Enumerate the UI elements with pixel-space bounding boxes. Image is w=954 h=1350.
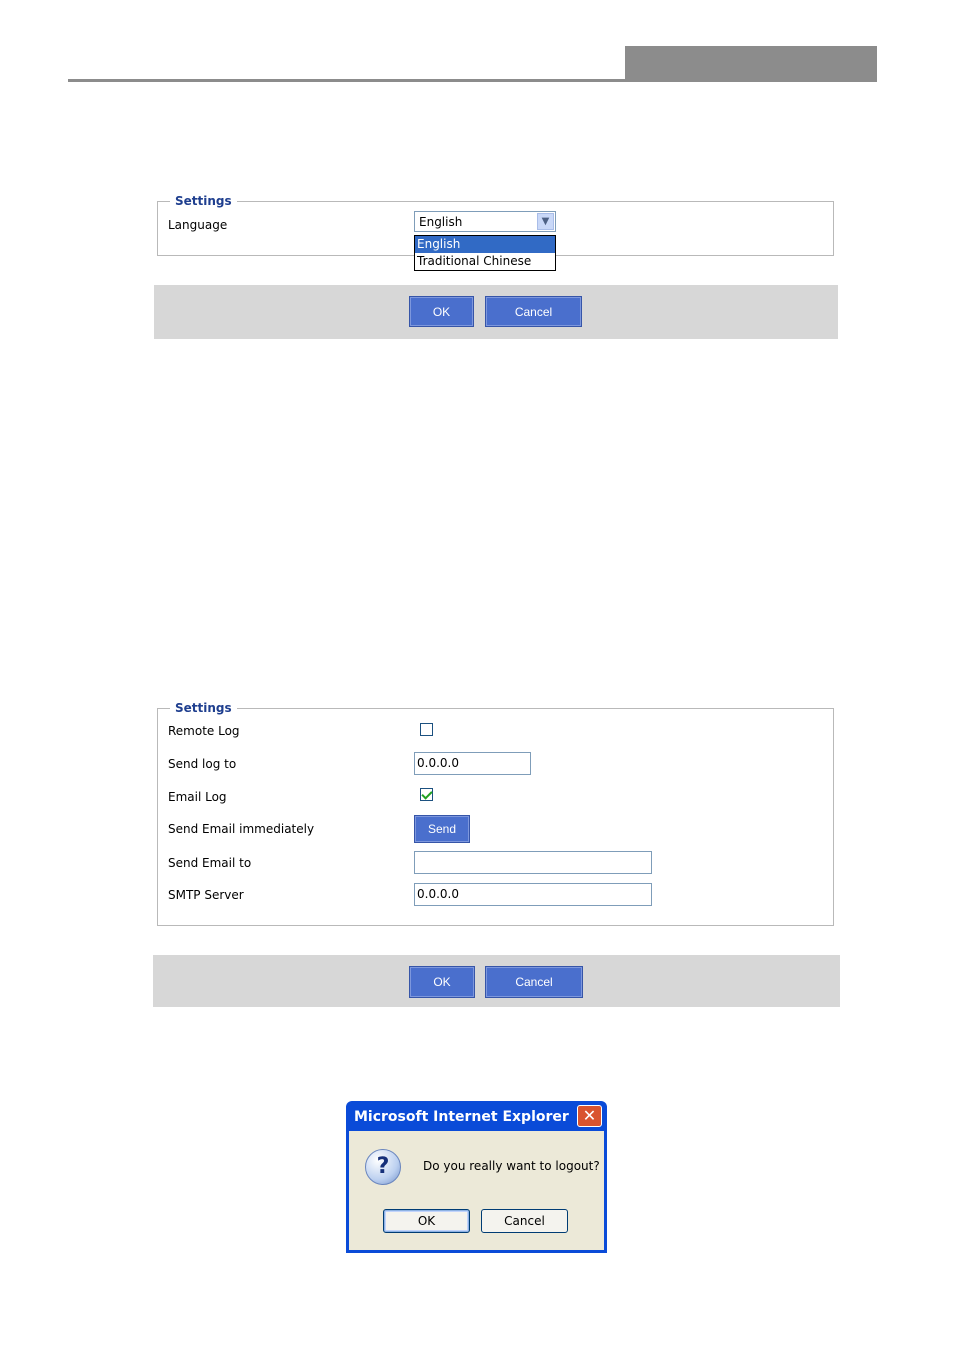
email-log-checkbox[interactable]	[420, 788, 433, 801]
send-email-immediately-label: Send Email immediately	[168, 822, 315, 836]
email-log-label: Email Log	[168, 790, 227, 804]
settings-legend: Settings	[170, 700, 237, 716]
settings-legend: Settings	[170, 193, 237, 209]
language-label: Language	[168, 218, 228, 232]
cancel-button[interactable]: Cancel	[485, 966, 583, 998]
send-log-to-label: Send log to	[168, 757, 237, 771]
header-block	[625, 46, 877, 81]
send-email-to-input[interactable]	[414, 851, 652, 874]
send-email-button[interactable]: Send	[414, 815, 470, 843]
send-email-to-label: Send Email to	[168, 856, 252, 870]
language-select-value: English	[419, 215, 463, 229]
smtp-server-input[interactable]: 0.0.0.0	[414, 883, 652, 906]
smtp-server-label: SMTP Server	[168, 888, 244, 902]
ok-button[interactable]: OK	[409, 296, 474, 327]
chevron-down-icon[interactable]: ▼	[537, 213, 554, 230]
close-icon[interactable]: ✕	[577, 1105, 602, 1127]
dialog-body	[349, 1131, 604, 1250]
send-log-to-input[interactable]: 0.0.0.0	[414, 752, 531, 775]
dialog-message: Do you really want to logout?	[423, 1159, 600, 1173]
dialog-title: Microsoft Internet Explorer	[354, 1109, 569, 1125]
language-option-traditional-chinese[interactable]: Traditional Chinese	[417, 254, 532, 268]
dialog-cancel-button[interactable]: Cancel	[481, 1209, 568, 1233]
remote-log-label: Remote Log	[168, 724, 240, 738]
language-option-english[interactable]: English	[415, 236, 555, 253]
question-icon: ?	[365, 1149, 401, 1185]
remote-log-checkbox[interactable]	[420, 723, 433, 736]
dialog-ok-button[interactable]: OK	[383, 1209, 470, 1233]
ok-button[interactable]: OK	[409, 966, 475, 998]
language-dropdown-list	[414, 235, 556, 271]
cancel-button[interactable]: Cancel	[485, 296, 582, 327]
language-select[interactable]	[414, 211, 556, 232]
logout-dialog	[346, 1101, 607, 1253]
